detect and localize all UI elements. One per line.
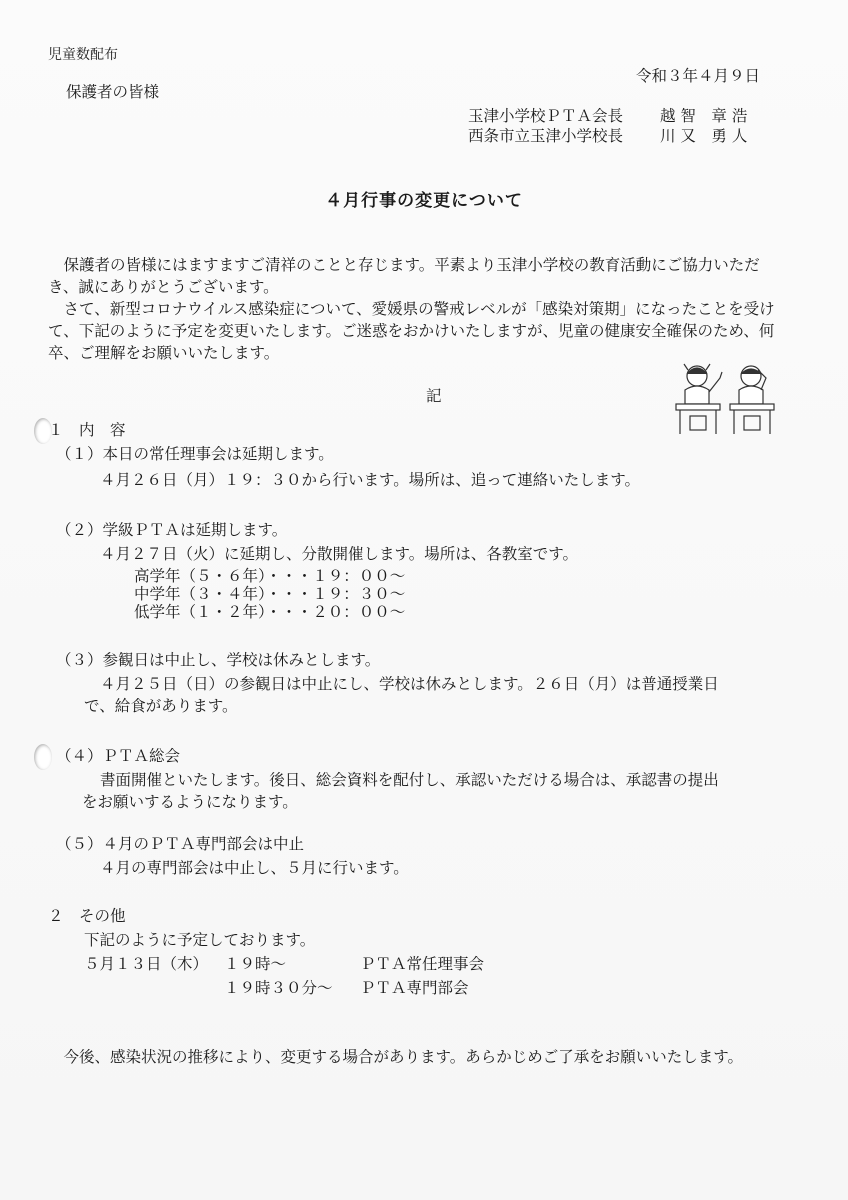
intro-paragraph-2: さて、新型コロナウイルス感染症について、愛媛県の警戒レベルが「感染対策期」になったことを受けて、下記のように予定を変更いたします。ご迷惑をおかけいたしますが、児童の健康安全確保のため、何卒、ご理解をお願いいたします。	[48, 300, 775, 362]
schedule-time: １９時３０分～	[224, 979, 333, 997]
students-illustration	[662, 360, 784, 440]
closing-paragraph: 今後、感染状況の推移により、変更する場合があります。あらかじめご了承をお願いいたします。	[63, 1048, 744, 1066]
section1-heading: １ 内 容	[48, 421, 126, 439]
signatory-principal	[468, 124, 747, 146]
recipient: 保護者の皆様	[66, 83, 160, 101]
item3-body-line2: で、給食があります。	[84, 697, 238, 715]
document-date: 令和３年４月９日	[636, 67, 761, 85]
schedule-event: ＰＴＡ専門部会	[360, 979, 469, 997]
item2-label: （２）学級ＰＴＡは延期します。	[56, 521, 288, 539]
schedule-row: 中学年（３・４年）・・・１９：３０～	[134, 585, 406, 603]
schedule-date: ５月１３日（木）	[84, 955, 209, 973]
item1-body: ４月２６日（月）１９：３０から行います。場所は、追って連絡いたします。	[100, 471, 641, 489]
item5-label: （５）４月のＰＴＡ専門部会は中止	[56, 835, 305, 853]
ki-marker: 記	[426, 387, 442, 405]
schedule-time: １９時～	[224, 955, 287, 973]
item4-body-line1: 書面開催といたします。後日、総会資料を配付し、承認いただける場合は、承認書の提出	[100, 771, 719, 789]
section2-intro: 下記のように予定しております。	[84, 931, 316, 949]
signatory-org: 西条市立玉津小学校長	[468, 127, 624, 145]
item1-label: （１）本日の常任理事会は延期します。	[56, 445, 334, 463]
signatory-pta	[468, 104, 747, 126]
item2-body: ４月２７日（火）に延期し、分散開催します。場所は、各教室です。	[100, 545, 579, 563]
document-title: ４月行事の変更について	[325, 191, 523, 211]
signatory-org: 玉津小学校ＰＴＡ会長	[468, 107, 624, 125]
schedule-event: ＰＴＡ常任理事会	[360, 955, 485, 973]
item3-label: （３）参観日は中止し、学校は休みとします。	[56, 651, 381, 669]
intro-paragraph-1: 保護者の皆様にはますますご清祥のことと存じます。平素より玉津小学校の教育活動にご協力いただき、誠にありがとうございます。	[48, 256, 760, 296]
item4-body-line2: をお願いするようになります。	[82, 793, 298, 811]
signatory-name: 越 智 章 浩	[660, 107, 748, 125]
distribution-note: 児童数配布	[48, 47, 118, 63]
item3-body-line1: ４月２５日（日）の参観日は中止にし、学校は休みとします。２６日（月）は普通授業日	[100, 675, 719, 693]
signatory-name: 川 又 勇 人	[660, 127, 748, 145]
item4-label: （４）ＰＴＡ総会	[56, 747, 181, 765]
schedule-row: 低学年（１・２年）・・・２０：００～	[134, 603, 406, 621]
section2-heading: ２ その他	[48, 907, 126, 925]
item5-body: ４月の専門部会は中止し、５月に行います。	[100, 859, 409, 877]
punch-hole-bottom	[34, 744, 52, 770]
schedule-row: 高学年（５・６年）・・・１９：００～	[134, 567, 406, 585]
